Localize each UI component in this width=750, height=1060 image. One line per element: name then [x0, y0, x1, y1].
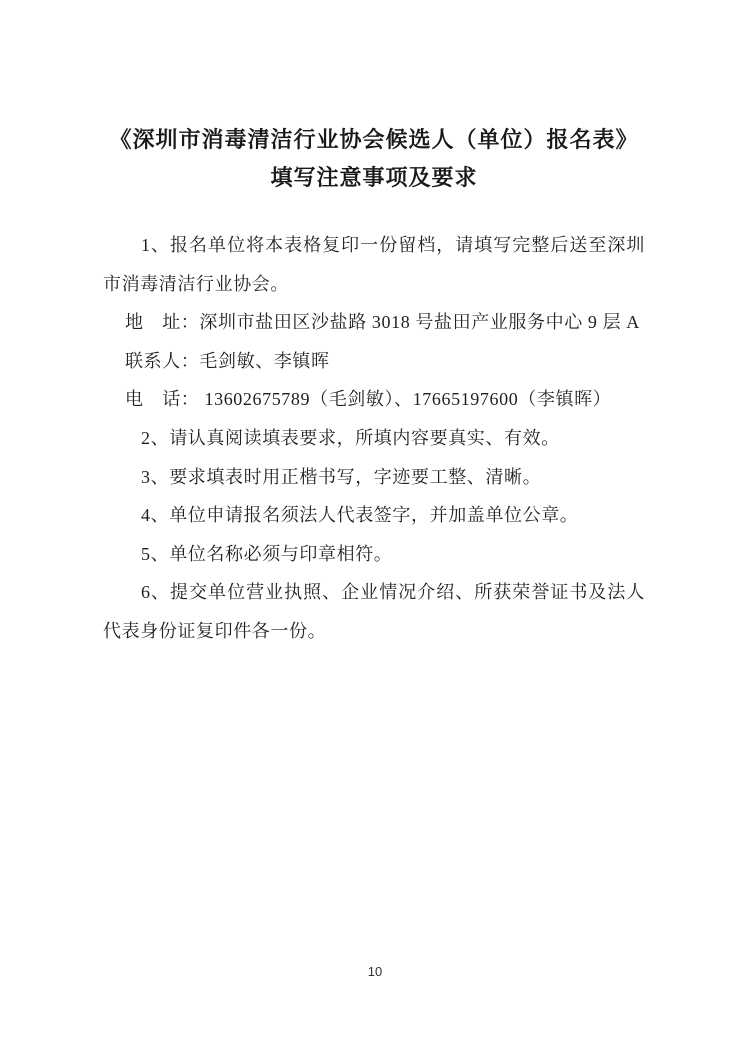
document-title-line1: 《深圳市消毒清洁行业协会候选人（单位）报名表》 [109, 127, 639, 152]
paragraph-note-3: 3、要求填表时用正楷书写，字迹要工整、清晰。 [141, 466, 542, 487]
page-number: 10 [367, 964, 383, 979]
document-content [103, 121, 645, 651]
paragraph-contact-person: 联系人：毛剑敏、李镇晖 [125, 350, 330, 371]
paragraph-address: 地 址：深圳市盐田区沙盐路 3018 号盐田产业服务中心 9 层 A [125, 312, 640, 333]
paragraph-note-1: 1、报名单位将本表格复印一份留档，请填写完整后送至深圳市消毒清洁行业协会。 [103, 235, 645, 294]
paragraph-phone: 电 话： 13602675789（毛剑敏）、17665197600（李镇晖） [125, 389, 612, 410]
paragraph-note-5: 5、单位名称必须与印章相符。 [141, 543, 393, 564]
paragraph-note-2: 2、请认真阅读填表要求，所填内容要真实、有效。 [141, 427, 560, 448]
document-title-line2: 填写注意事项及要求 [270, 165, 478, 190]
paragraph-note-6: 6、提交单位营业执照、企业情况介绍、所获荣誉证书及法人代表身份证复印件各一份。 [103, 582, 645, 641]
paragraph-note-4: 4、单位申请报名须法人代表签字，并加盖单位公章。 [141, 505, 579, 526]
document-title [103, 121, 645, 197]
